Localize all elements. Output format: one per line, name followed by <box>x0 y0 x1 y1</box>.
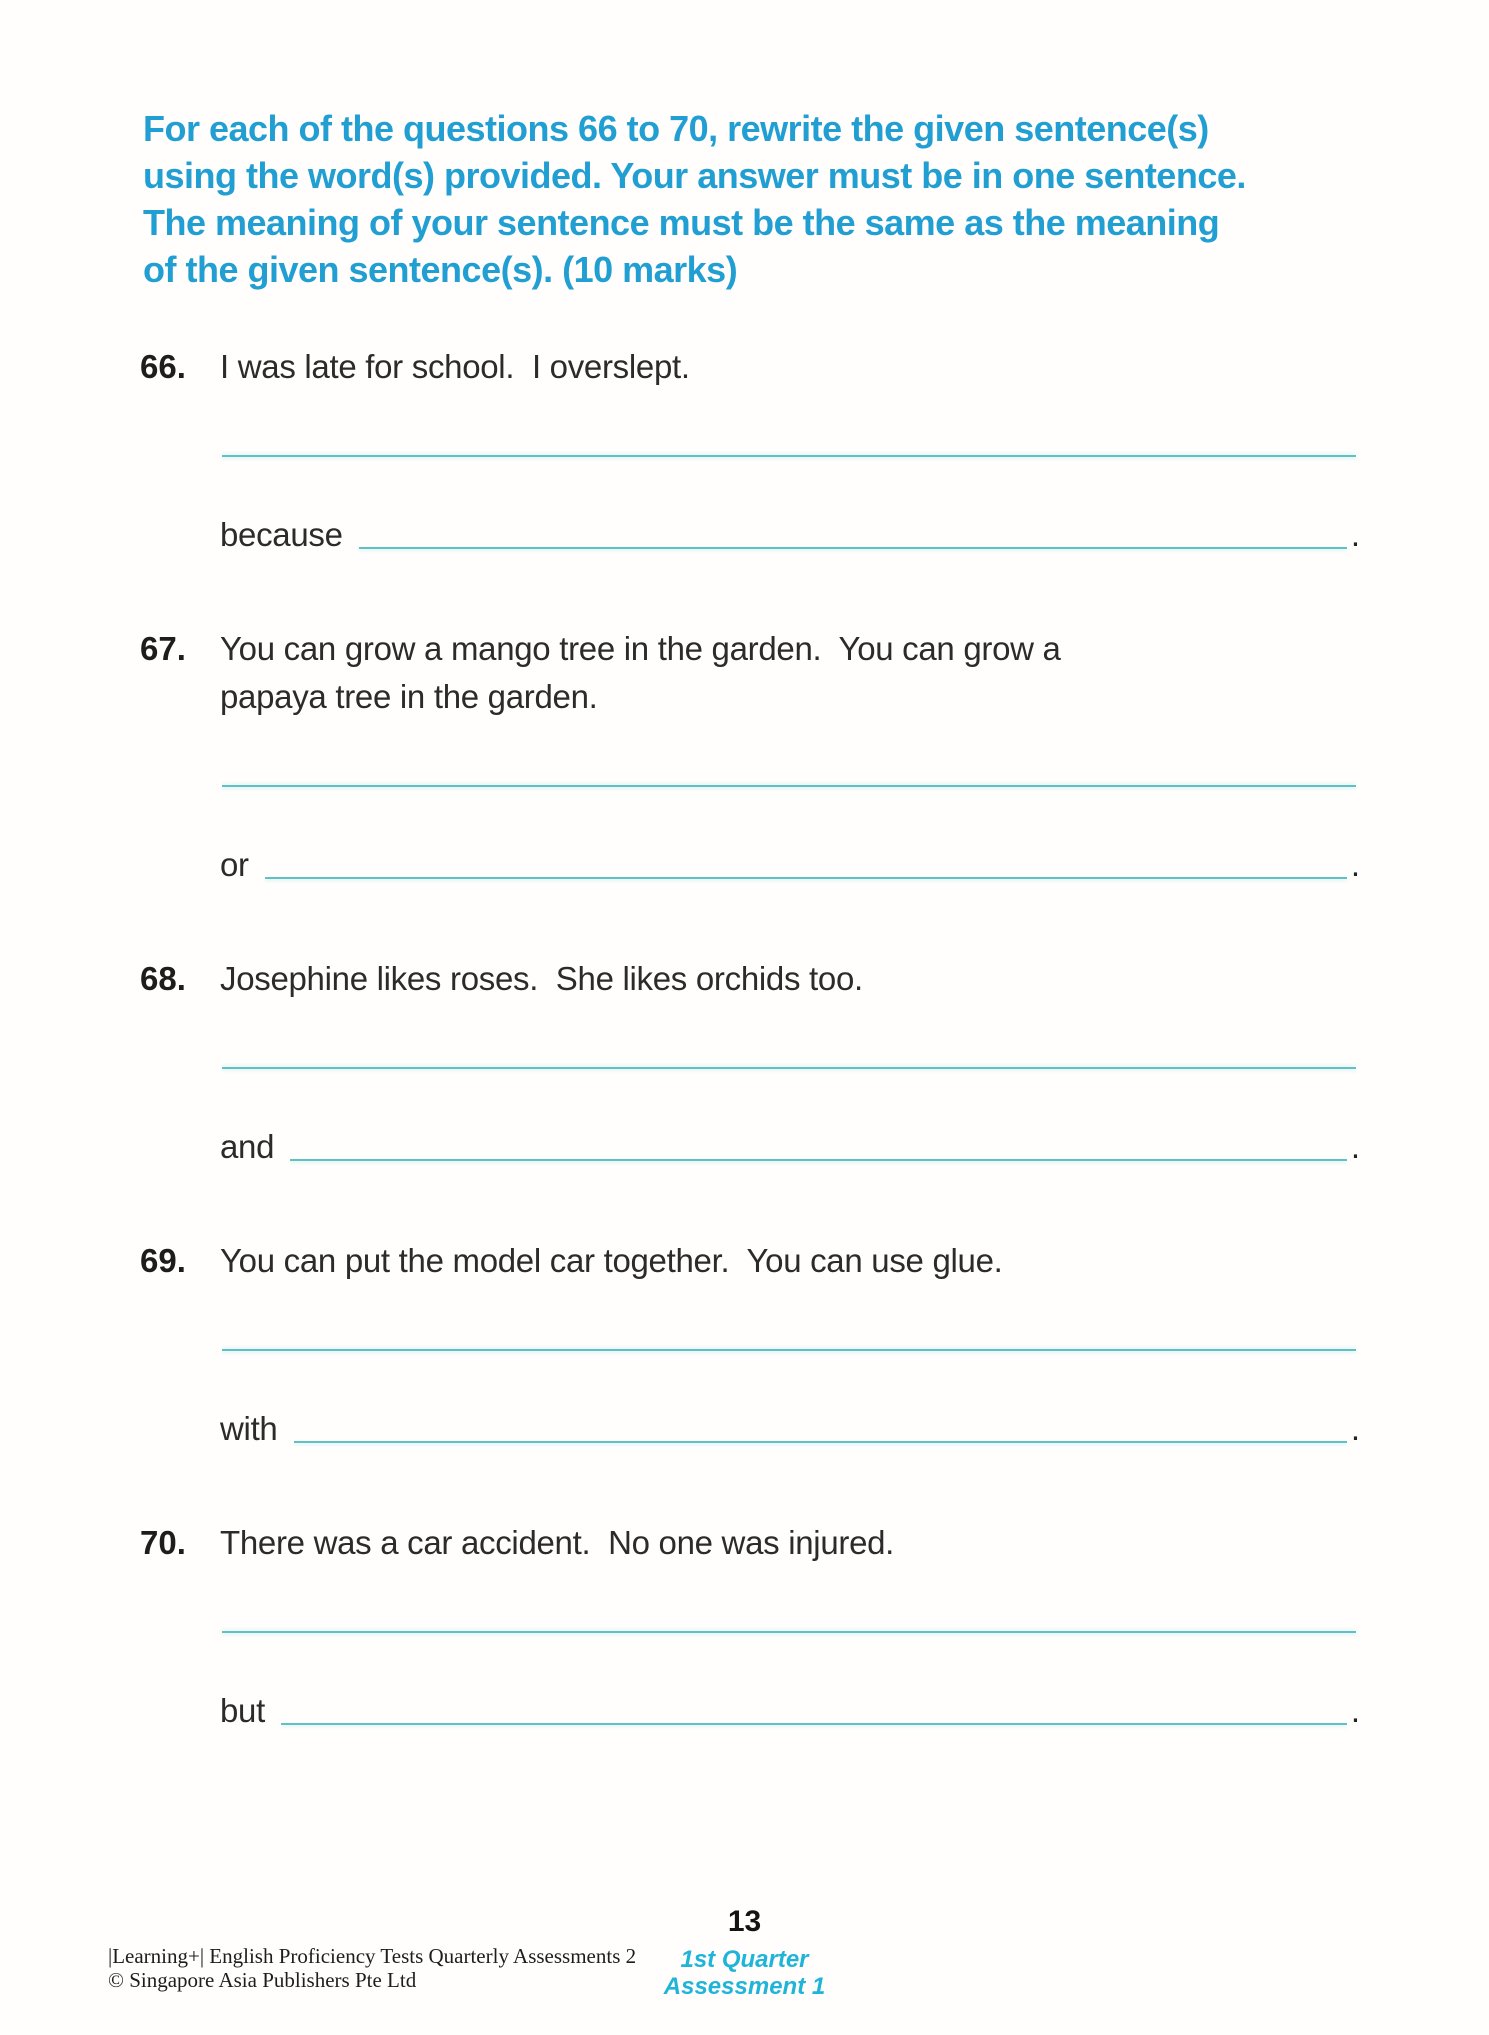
question-number: 69. <box>140 1242 186 1279</box>
connector-word: with <box>220 1410 278 1447</box>
question-number: 67. <box>140 630 186 667</box>
connector-word: or <box>220 846 249 883</box>
question-number: 68. <box>140 960 186 997</box>
sentence-period: . <box>1350 1410 1360 1447</box>
question-number: 70. <box>140 1524 186 1561</box>
instructions-line: of the given sentence(s). (10 marks) <box>143 249 738 290</box>
sentence-period: . <box>1350 846 1360 883</box>
answer-line-word[interactable] <box>281 1723 1347 1725</box>
sentence-period: . <box>1350 516 1360 553</box>
answer-line-blank[interactable] <box>222 1349 1356 1351</box>
instructions-line: For each of the questions 66 to 70, rewrite the given sentence(s) <box>143 108 1209 149</box>
question-text <box>220 955 1365 1003</box>
questions-list <box>0 343 1489 1735</box>
question-number: 66. <box>140 348 186 385</box>
answer-line-word[interactable] <box>294 1441 1347 1443</box>
answer-line-word[interactable] <box>290 1159 1347 1161</box>
publisher-info <box>108 1944 636 1992</box>
question-block <box>0 343 1489 559</box>
instructions-line: The meaning of your sentence must be the same as the meaning <box>143 202 1220 243</box>
connector-word: and <box>220 1128 275 1165</box>
sentence-period: . <box>1350 1692 1360 1729</box>
sentence-period: . <box>1350 1128 1360 1165</box>
answer-line-blank[interactable] <box>222 1067 1356 1069</box>
question-block <box>0 1519 1489 1735</box>
question-block <box>0 1237 1489 1453</box>
answer-line-blank[interactable] <box>222 455 1356 457</box>
question-text <box>220 343 1365 391</box>
answer-line-word[interactable] <box>359 547 1347 549</box>
answer-line-word[interactable] <box>265 877 1347 879</box>
instructions-line: using the word(s) provided. Your answer must be in one sentence. <box>143 155 1246 196</box>
question-text <box>220 1237 1365 1285</box>
page-number: 13 <box>727 1905 762 1938</box>
connector-word: but <box>220 1692 265 1729</box>
question-text-line: You can grow a mango tree in the garden. You can grow a <box>220 630 1061 667</box>
publisher-series: |Learning+| English Proficiency Tests Quarterly Assessments 2 <box>108 1944 637 1968</box>
question-text-line: You can put the model car together. You can use glue. <box>220 1242 1003 1279</box>
question-text-line: papaya tree in the garden. <box>220 678 598 715</box>
answer-line-blank[interactable] <box>222 785 1356 787</box>
answer-line-blank[interactable] <box>222 1631 1356 1633</box>
question-text-line: I was late for school. I overslept. <box>220 348 690 385</box>
assessment-label-line2: Assessment 1 <box>663 1973 826 2000</box>
connector-word: because <box>220 516 343 553</box>
publisher-copyright: © Singapore Asia Publishers Pte Ltd <box>108 1968 417 1992</box>
question-text <box>220 625 1365 721</box>
instructions-text <box>143 105 1368 293</box>
question-text-line: There was a car accident. No one was injured. <box>220 1524 895 1561</box>
question-text-line: Josephine likes roses. She likes orchids too. <box>220 960 863 997</box>
question-block <box>0 955 1489 1171</box>
question-block <box>0 625 1489 889</box>
question-text <box>220 1519 1365 1567</box>
assessment-label-line1: 1st Quarter <box>680 1946 809 1973</box>
